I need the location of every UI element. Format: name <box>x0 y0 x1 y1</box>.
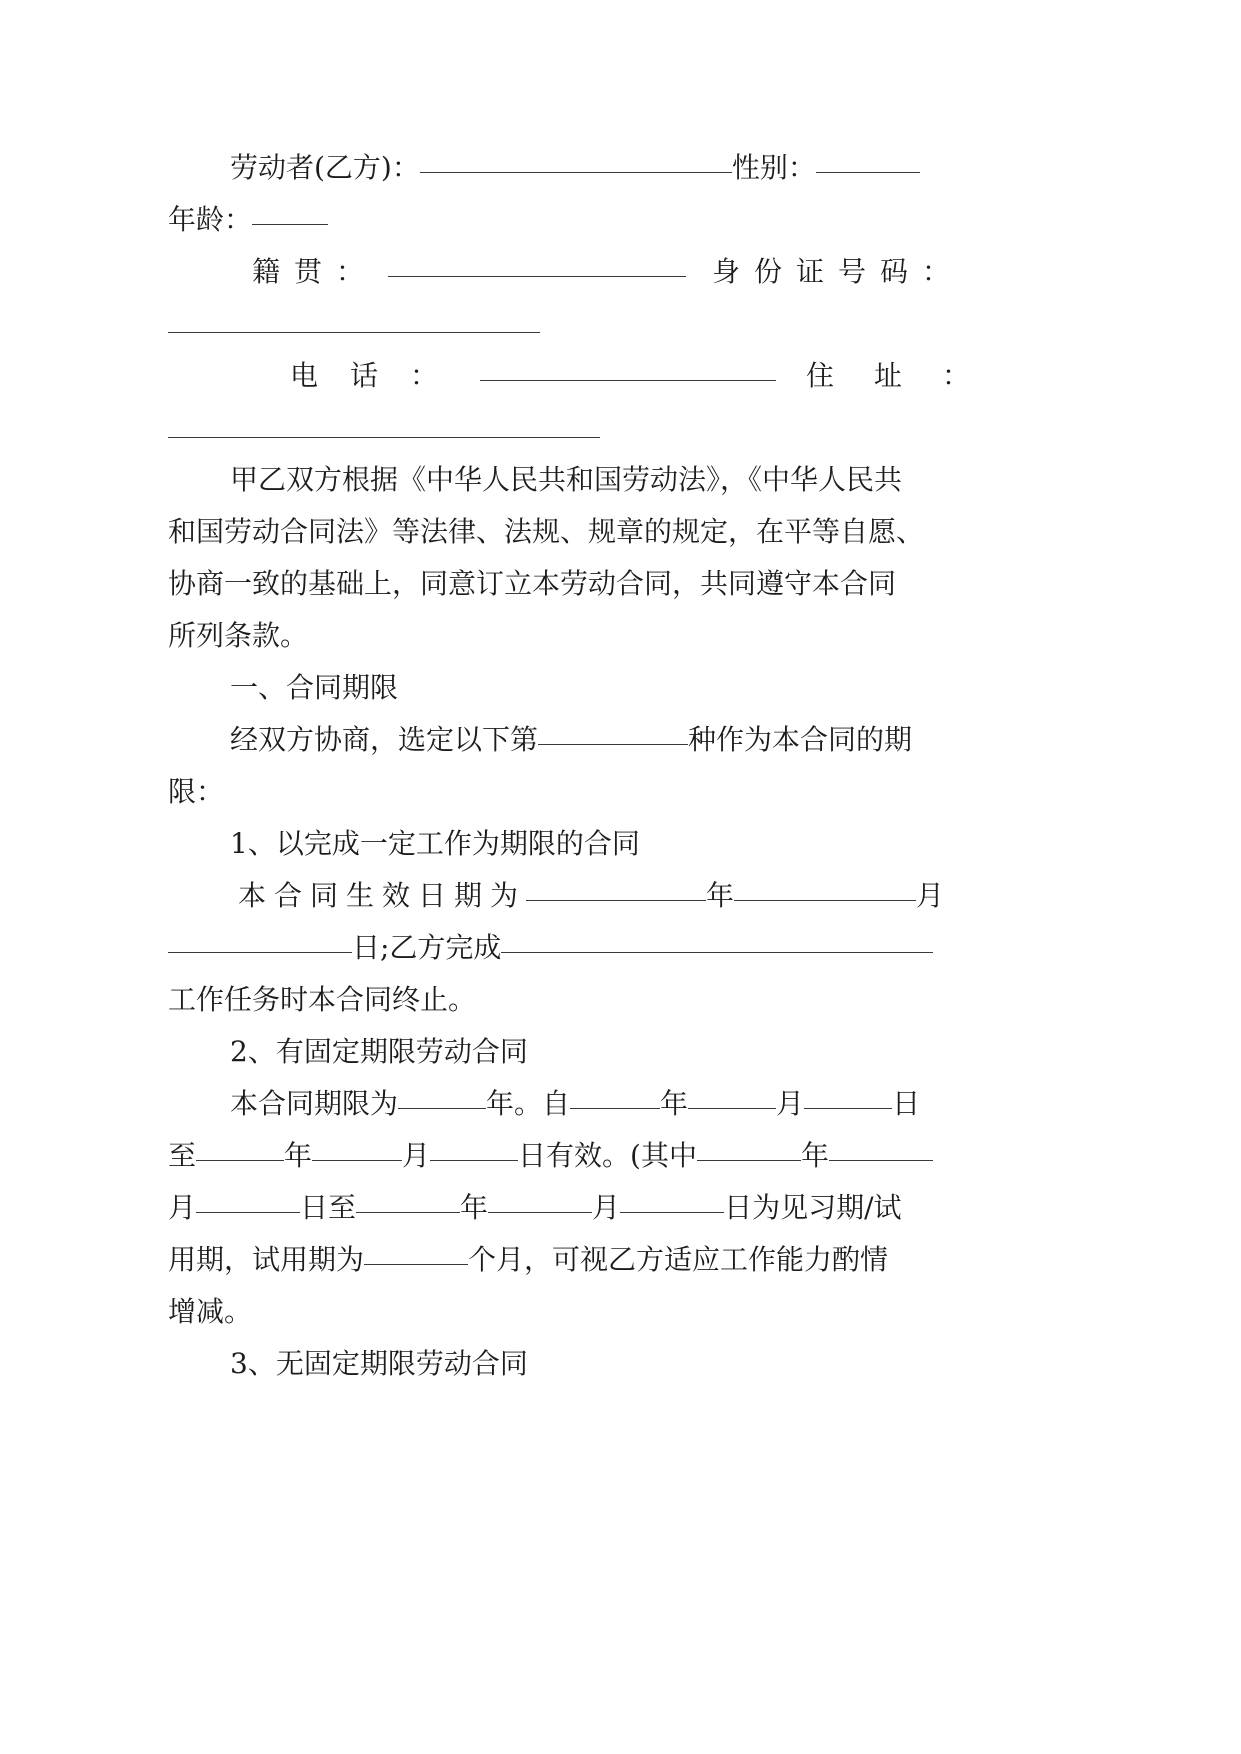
end-day-blank[interactable] <box>430 1136 518 1161</box>
gender-blank[interactable] <box>816 148 920 173</box>
term-choice-prefix: 经双方协商，选定以下第 <box>230 723 539 756</box>
intro-line-1: 甲乙双方根据《中华人民共和国劳动法》，《中华人民共 <box>230 463 903 496</box>
year-label: 年 <box>660 1087 689 1120</box>
party-b-name-blank[interactable] <box>420 148 732 173</box>
start-month-blank[interactable] <box>688 1084 776 1109</box>
section1-heading: 一、合同期限 <box>230 671 399 704</box>
month-label: 月 <box>168 1191 197 1224</box>
effective-date-line <box>238 876 944 916</box>
effective-prefix: 本合同生效日期为 <box>238 879 527 912</box>
party-b-label: 劳动者(乙方)： <box>230 151 420 184</box>
probation-end-day-blank[interactable] <box>620 1188 724 1213</box>
term-years-blank[interactable] <box>398 1084 486 1109</box>
fixed-term-line-3 <box>168 1188 902 1228</box>
option1-heading: 1、以完成一定工作为期限的合同 <box>230 827 640 860</box>
month-label: 月 <box>592 1191 621 1224</box>
intro-line-2: 和国劳动合同法》等法律、法规、规章的规定，在平等自愿、 <box>168 515 925 548</box>
native-place-line <box>252 252 964 292</box>
year-label: 年 <box>800 1139 829 1172</box>
fixed-term-line-2 <box>168 1136 933 1176</box>
term-choice-suffix: 种作为本合同的期 <box>688 723 913 756</box>
month-label: 月 <box>916 879 945 912</box>
age-label: 年龄： <box>168 203 253 236</box>
day-task-label: 日;乙方完成 <box>352 931 502 964</box>
task-line <box>168 928 933 968</box>
term-choice-blank[interactable] <box>538 720 688 745</box>
probation-start-month-blank[interactable] <box>829 1136 933 1161</box>
month-label: 月 <box>402 1139 431 1172</box>
probation-period-suffix: 个月，可视乙方适应工作能力酌情 <box>468 1243 889 1276</box>
probation-end-year-blank[interactable] <box>356 1188 460 1213</box>
address-label: 住址： <box>806 359 1011 392</box>
valid-label: 日有效。(其中 <box>518 1139 697 1172</box>
intro-line-3: 协商一致的基础上，同意订立本劳动合同，共同遵守本合同 <box>168 567 897 600</box>
month-label: 月 <box>776 1087 805 1120</box>
probation-label: 日为见习期/试 <box>724 1191 902 1224</box>
option3-heading: 3、无固定期限劳动合同 <box>230 1347 528 1380</box>
probation-months-blank[interactable] <box>364 1240 468 1265</box>
phone-line <box>290 356 1010 396</box>
probation-start-year-blank[interactable] <box>697 1136 801 1161</box>
party-b-line1 <box>230 148 920 188</box>
to-label: 至 <box>168 1139 197 1172</box>
effective-year-blank[interactable] <box>526 876 706 901</box>
day-label: 日 <box>892 1087 921 1120</box>
year-from-label: 年。自 <box>486 1087 571 1120</box>
fixed-term-line-5: 增减。 <box>168 1295 253 1328</box>
id-number-blank[interactable] <box>168 332 540 333</box>
fixed-term-line-1 <box>230 1084 920 1124</box>
year-label: 年 <box>284 1139 313 1172</box>
phone-blank[interactable] <box>480 356 776 381</box>
age-line <box>168 200 328 240</box>
task-blank[interactable] <box>501 928 933 953</box>
year-label: 年 <box>460 1191 489 1224</box>
age-blank[interactable] <box>252 200 328 225</box>
gender-label: 性别： <box>731 151 816 184</box>
intro-line-4: 所列条款。 <box>168 619 309 652</box>
end-month-blank[interactable] <box>312 1136 402 1161</box>
fixed-term-line-4 <box>168 1240 888 1280</box>
start-year-blank[interactable] <box>570 1084 660 1109</box>
effective-month-blank[interactable] <box>734 876 916 901</box>
term-choice-tail: 限： <box>168 775 225 808</box>
term-prefix: 本合同期限为 <box>230 1087 399 1120</box>
end-year-blank[interactable] <box>196 1136 284 1161</box>
address-blank[interactable] <box>168 437 600 438</box>
id-number-label: 身份证号码： <box>712 255 965 288</box>
probation-end-month-blank[interactable] <box>488 1188 592 1213</box>
option1-end: 工作任务时本合同终止。 <box>168 983 477 1016</box>
effective-day-blank[interactable] <box>168 928 352 953</box>
start-day-blank[interactable] <box>804 1084 892 1109</box>
native-place-blank[interactable] <box>388 252 686 277</box>
day-to-label: 日至 <box>300 1191 357 1224</box>
option2-heading: 2、有固定期限劳动合同 <box>230 1035 528 1068</box>
term-choice-line <box>230 720 912 760</box>
year-label: 年 <box>706 879 735 912</box>
phone-label: 电话： <box>290 359 471 392</box>
probation-period-prefix: 用期，试用期为 <box>168 1243 365 1276</box>
probation-start-day-blank[interactable] <box>196 1188 300 1213</box>
native-place-label: 籍贯： <box>252 255 379 288</box>
